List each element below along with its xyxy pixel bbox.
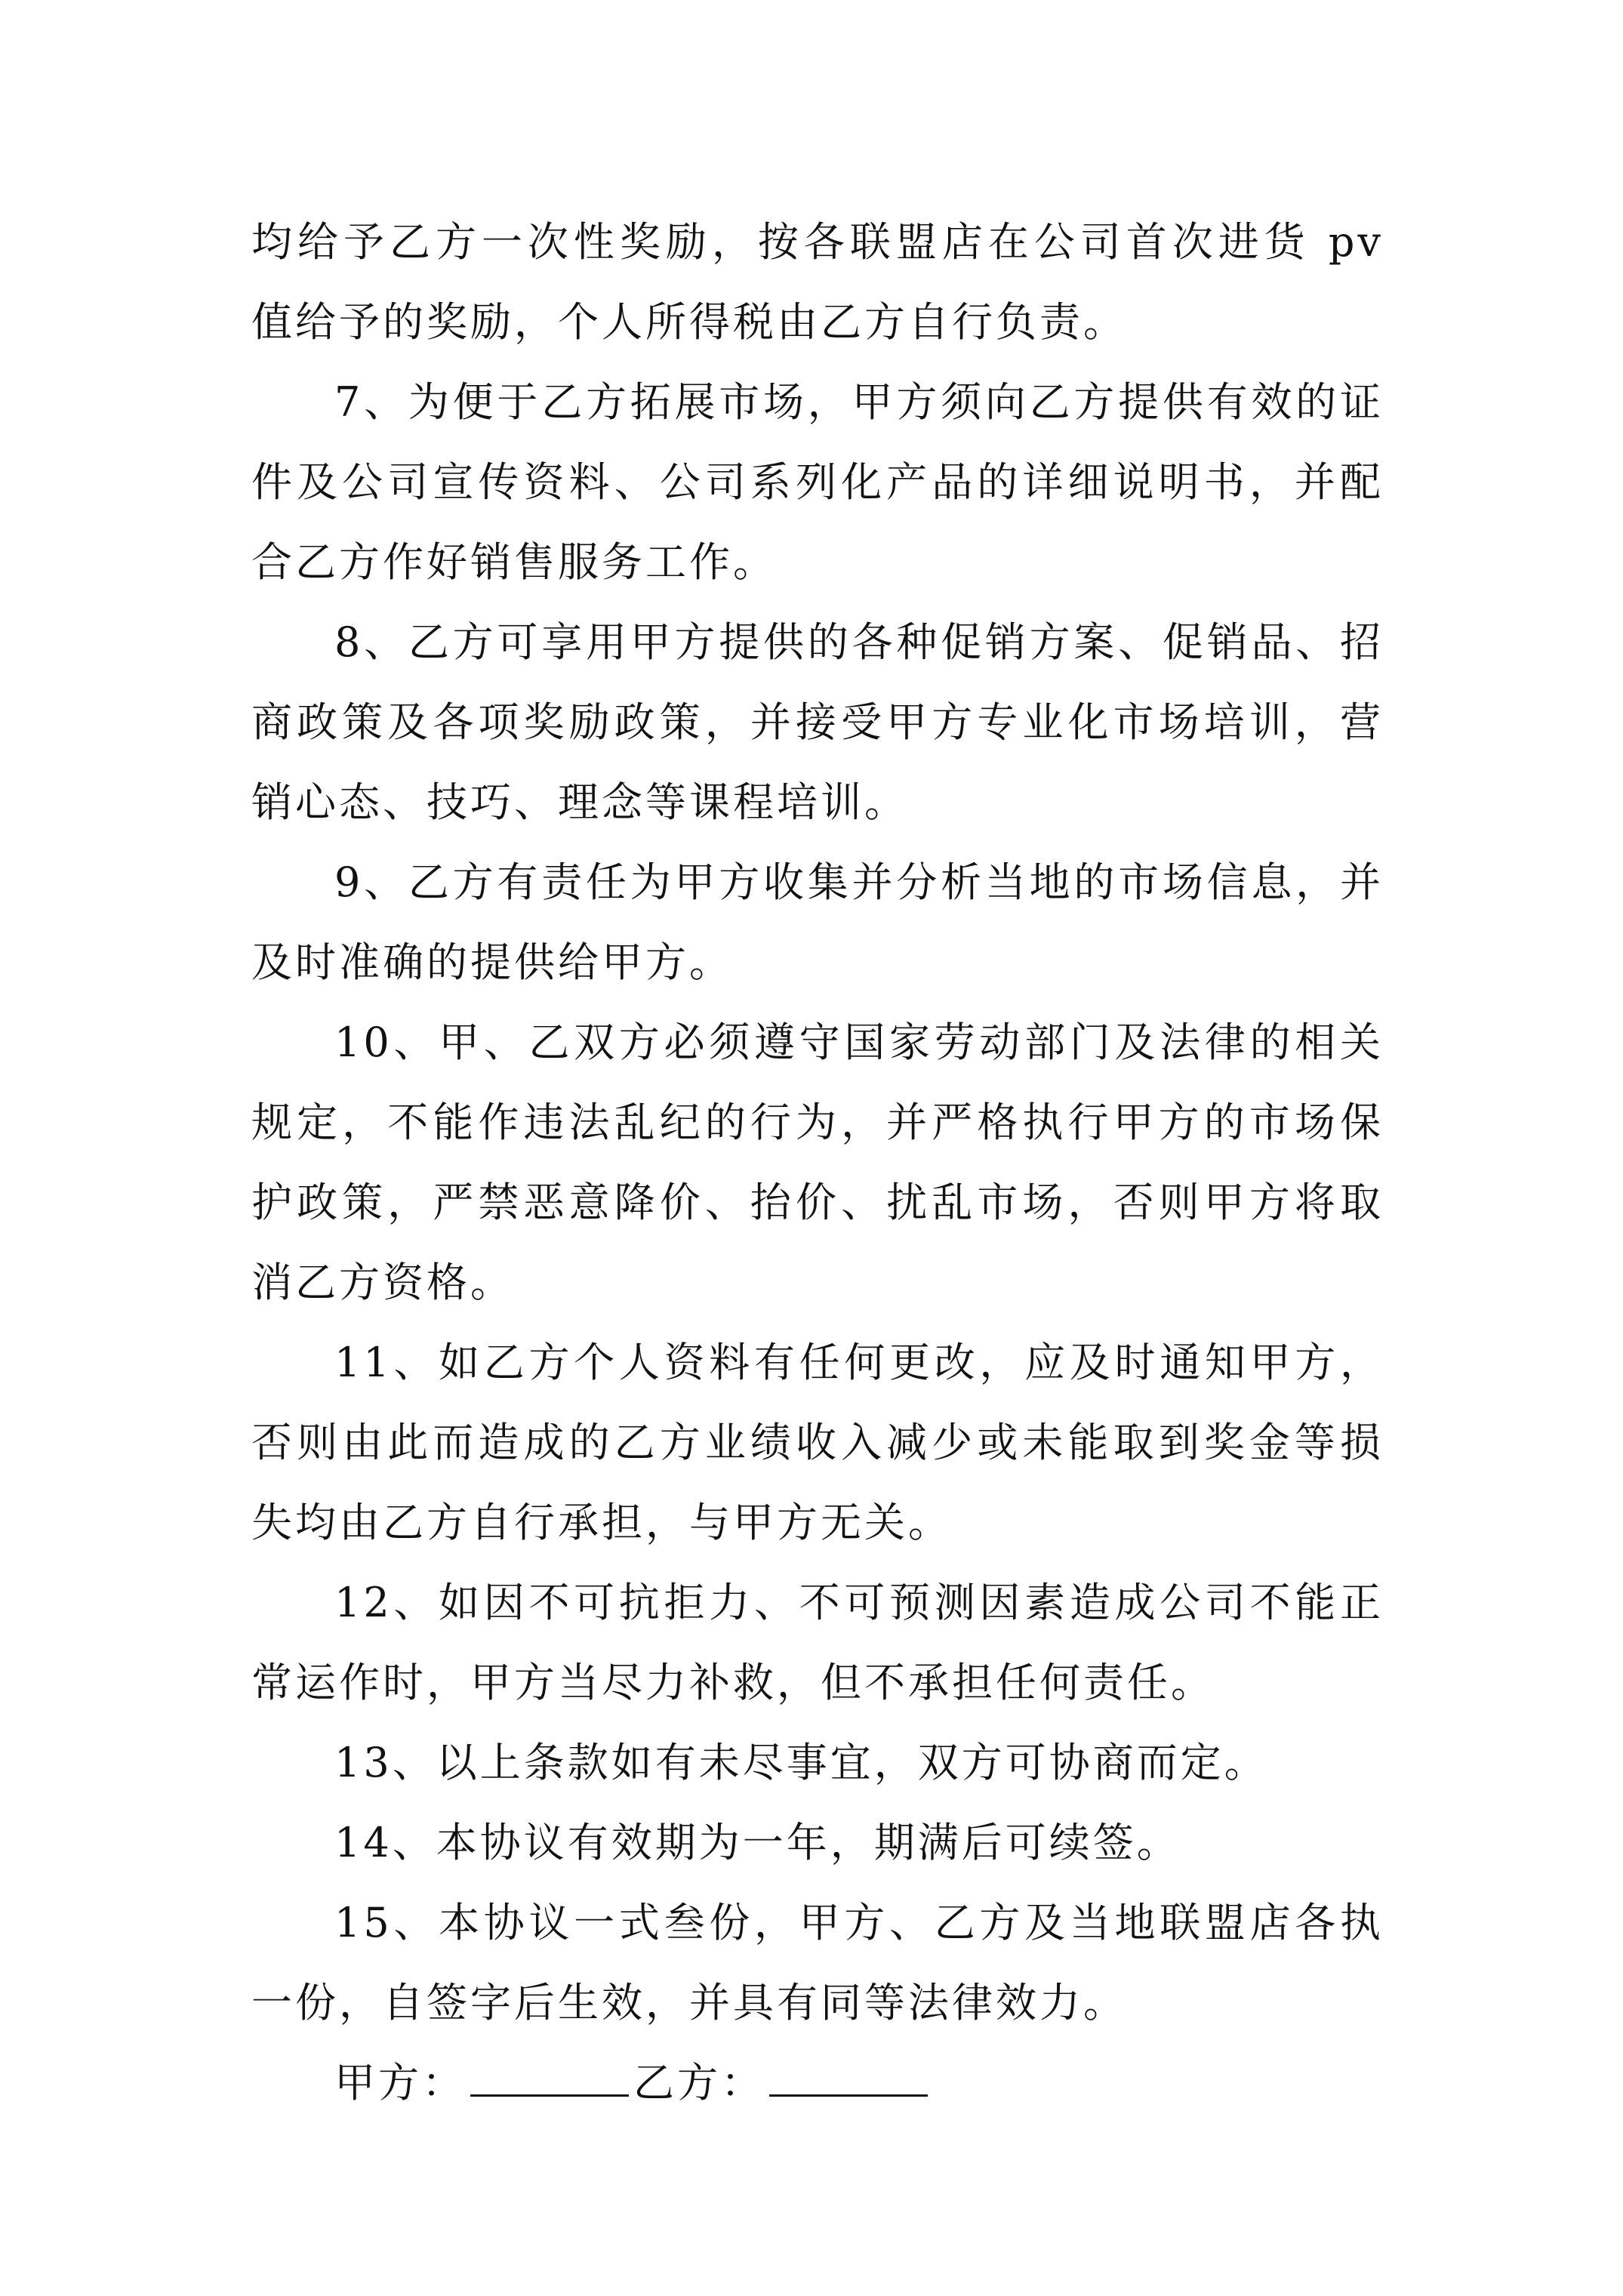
party-a-label: 甲方： [334,2059,466,2106]
paragraph-6-continued: 均给予乙方一次性奖励，按各联盟店在公司首次进货 pv 值给予的奖励，个人所得税由乙方自行负责。 [251,218,1384,346]
document-body [251,202,1384,2123]
party-a-signature-blank[interactable] [470,2054,629,2097]
clause-9: 9、乙方有责任为甲方收集并分析当地的市场信息，并及时准确的提供给甲方。 [251,858,1384,986]
clause-13: 13、以上条款如有未尽事宜，双方可协商而定。 [334,1739,1268,1786]
clause-7: 7、为便于乙方拓展市场，甲方须向乙方提供有效的证件及公司宣传资料、公司系列化产品的详细说明书，并配合乙方作好销售服务工作。 [251,378,1384,586]
party-b-label: 乙方： [633,2059,765,2106]
party-b-signature-blank[interactable] [769,2054,928,2097]
clause-8: 8、乙方可享用甲方提供的各种促销方案、促销品、招商政策及各项奖励政策，并接受甲方专业化市场培训，营销心态、技巧、理念等课程培训。 [251,618,1384,826]
clause-15: 15、本协议一式叁份，甲方、乙方及当地联盟店各执一份，自签字后生效，并具有同等法律效力。 [251,1899,1384,2026]
clause-11: 11、如乙方个人资料有任何更改，应及时通知甲方，否则由此而造成的乙方业绩收入减少或未能取到奖金等损失均由乙方自行承担，与甲方无关。 [251,1339,1384,1546]
clause-14: 14、本协议有效期为一年，期满后可续签。 [334,1819,1181,1866]
clause-12: 12、如因不可抗拒力、不可预测因素造成公司不能正常运作时，甲方当尽力补救，但不承担任何责任。 [251,1579,1384,1706]
signature-line [251,2043,1384,2123]
clause-10: 10、甲、乙双方必须遵守国家劳动部门及法律的相关规定，不能作违法乱纪的行为，并严格执行甲方的市场保护政策，严禁恶意降价、抬价、扰乱市场，否则甲方将取消乙方资格。 [251,1019,1384,1306]
